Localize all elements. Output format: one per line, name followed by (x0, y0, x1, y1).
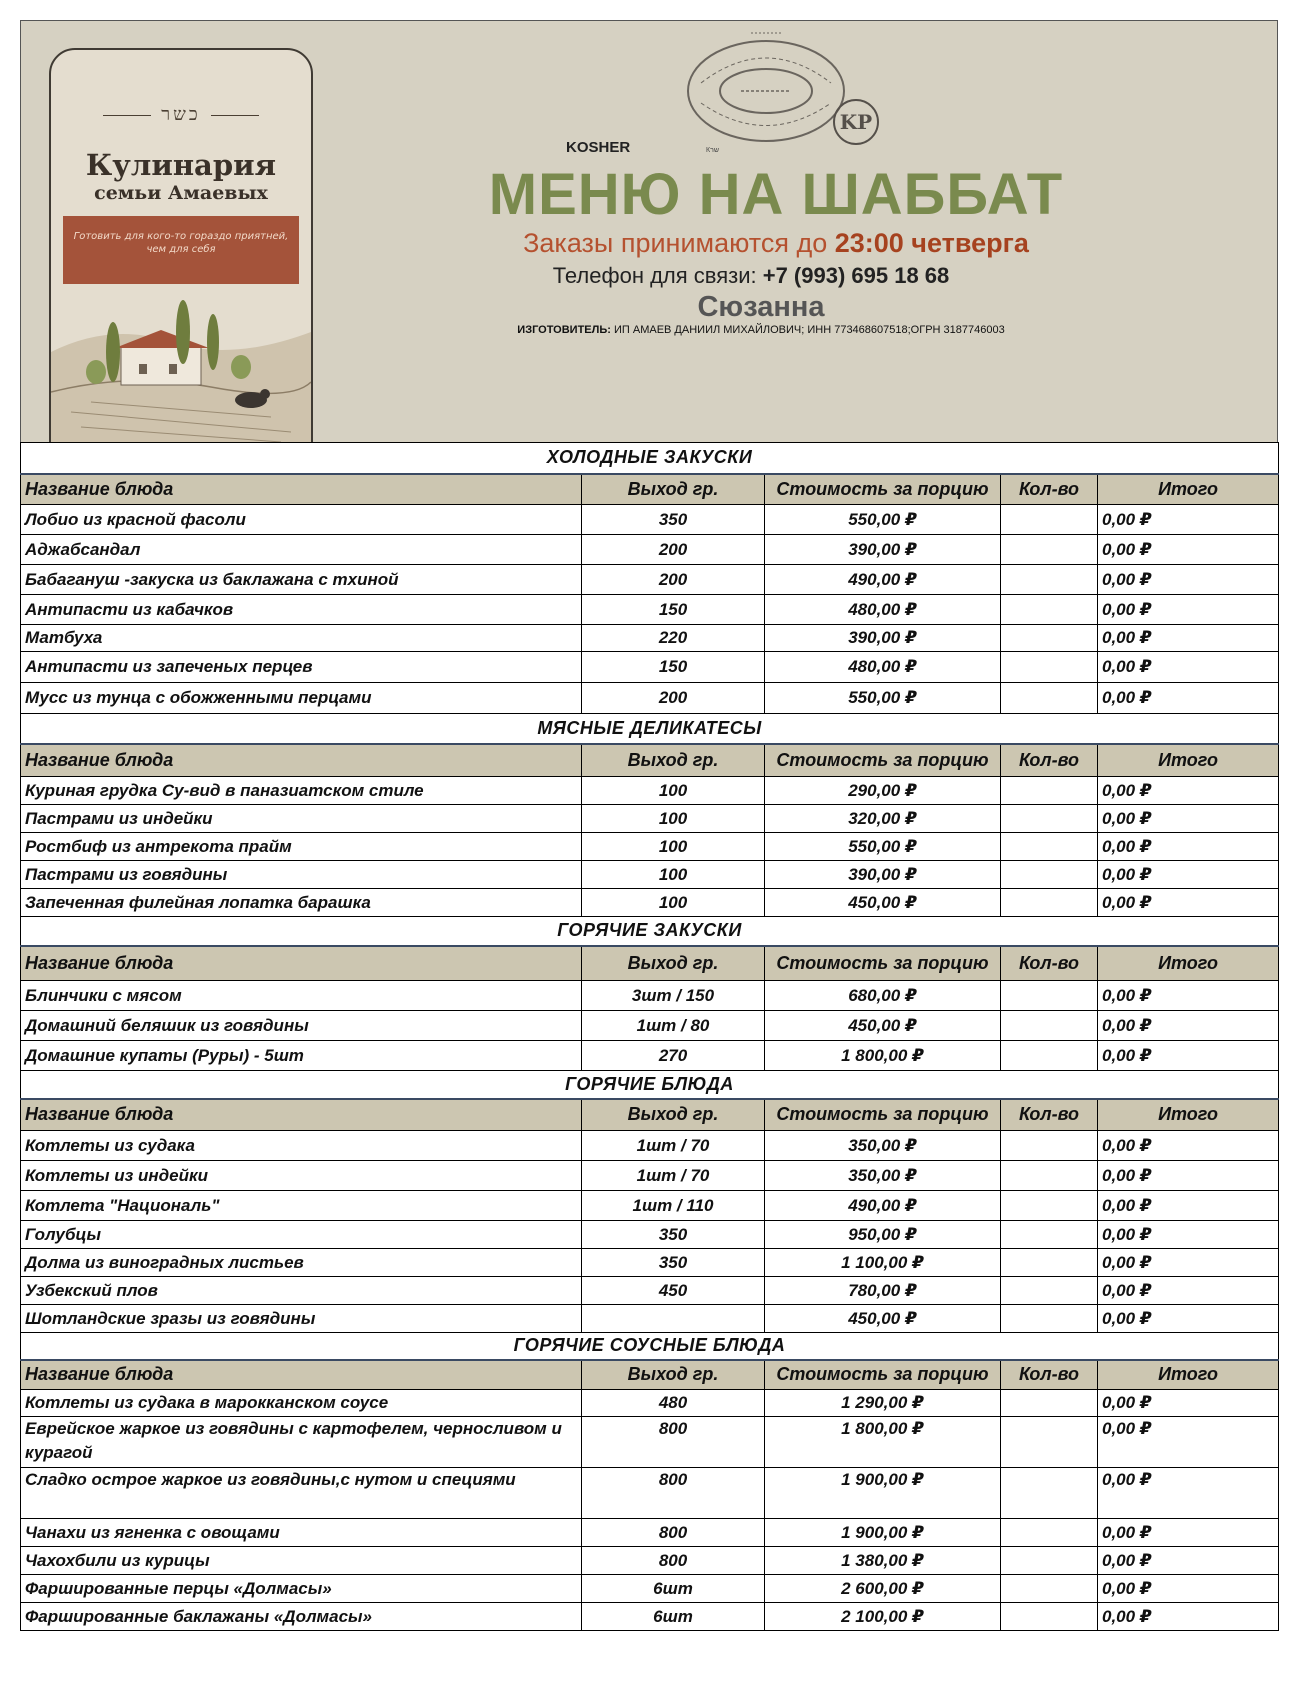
dish-yield: 100 (582, 833, 765, 861)
table-row (21, 805, 1279, 833)
contact-name: Сюзанна (697, 291, 825, 323)
qty-cell[interactable] (1001, 565, 1098, 595)
dish-yield: 150 (582, 652, 765, 683)
section-title-row (21, 443, 1279, 474)
dish-total: 0,00 ₽ (1098, 1041, 1279, 1071)
table-row (21, 683, 1279, 714)
col-name: Название блюда (21, 744, 582, 777)
dish-name: Узбекский плов (21, 1277, 582, 1305)
qty-cell[interactable] (1001, 1161, 1098, 1191)
dish-name: Куриная грудка Су-вид в паназиатском стиле (21, 777, 582, 805)
table-row (21, 1277, 1279, 1305)
dish-price: 490,00 ₽ (765, 565, 1001, 595)
section-title: ХОЛОДНЫЕ ЗАКУСКИ (21, 443, 1279, 474)
table-row (21, 652, 1279, 683)
col-price: Стоимость за порцию (765, 1360, 1001, 1390)
orders-deadline (411, 228, 1141, 259)
dish-total: 0,00 ₽ (1098, 981, 1279, 1011)
dish-total: 0,00 ₽ (1098, 861, 1279, 889)
section-title: МЯСНЫЕ ДЕЛИКАТЕСЫ (21, 714, 1279, 744)
phone-label: Телефон для связи: (552, 263, 763, 288)
dish-yield: 200 (582, 565, 765, 595)
dish-yield: 480 (582, 1390, 765, 1417)
dish-total: 0,00 ₽ (1098, 683, 1279, 714)
table-row (21, 505, 1279, 535)
dish-name: Сладко острое жаркое из говядины,с нутом и специями (21, 1468, 582, 1519)
maker-label: ИЗГОТОВИТЕЛЬ: (517, 324, 611, 336)
dish-price: 320,00 ₽ (765, 805, 1001, 833)
dish-name: Еврейское жаркое из говядины с картофелем, черносливом и курагой (21, 1417, 582, 1468)
dish-price: 450,00 ₽ (765, 1305, 1001, 1333)
section-title-row (21, 917, 1279, 946)
table-row (21, 833, 1279, 861)
dish-name: Аджабсандал (21, 535, 582, 565)
col-yield: Выход гр. (582, 744, 765, 777)
table-row (21, 1547, 1279, 1575)
qty-cell[interactable] (1001, 625, 1098, 652)
table-row (21, 1305, 1279, 1333)
qty-cell[interactable] (1001, 1191, 1098, 1221)
column-header-row (21, 946, 1279, 981)
col-total: Итого (1098, 1360, 1279, 1390)
dish-name: Лобио из красной фасоли (21, 505, 582, 535)
dish-price: 1 290,00 ₽ (765, 1390, 1001, 1417)
dish-price: 1 380,00 ₽ (765, 1547, 1001, 1575)
dish-price: 390,00 ₽ (765, 625, 1001, 652)
column-header-row (21, 474, 1279, 505)
table-row (21, 625, 1279, 652)
dish-total: 0,00 ₽ (1098, 1390, 1279, 1417)
dish-yield: 100 (582, 861, 765, 889)
col-qty: Кол-во (1001, 474, 1098, 505)
dish-total: 0,00 ₽ (1098, 1305, 1279, 1333)
qty-cell[interactable] (1001, 833, 1098, 861)
dish-name: Шотландские зразы из говядины (21, 1305, 582, 1333)
dish-name: Запеченная филейная лопатка барашка (21, 889, 582, 917)
dish-price: 550,00 ₽ (765, 833, 1001, 861)
qty-cell[interactable] (1001, 1041, 1098, 1071)
dish-yield: 800 (582, 1547, 765, 1575)
dish-total: 0,00 ₽ (1098, 1161, 1279, 1191)
menu-table (20, 442, 1279, 1631)
column-header-row (21, 1360, 1279, 1390)
dish-total: 0,00 ₽ (1098, 505, 1279, 535)
dish-total: 0,00 ₽ (1098, 777, 1279, 805)
table-row (21, 1519, 1279, 1547)
dish-yield: 3шт / 150 (582, 981, 765, 1011)
col-qty: Кол-во (1001, 744, 1098, 777)
dish-name: Ростбиф из антрекота прайм (21, 833, 582, 861)
dish-price: 2 600,00 ₽ (765, 1575, 1001, 1603)
dish-yield: 1шт / 70 (582, 1131, 765, 1161)
dish-total: 0,00 ₽ (1098, 652, 1279, 683)
table-row (21, 535, 1279, 565)
col-qty: Кол-во (1001, 1099, 1098, 1131)
dish-name: Блинчики с мясом (21, 981, 582, 1011)
col-yield: Выход гр. (582, 1099, 765, 1131)
table-row (21, 1221, 1279, 1249)
dish-price: 480,00 ₽ (765, 652, 1001, 683)
dish-price: 480,00 ₽ (765, 595, 1001, 625)
table-row (21, 1417, 1279, 1468)
qty-cell[interactable] (1001, 1249, 1098, 1277)
dish-name: Котлета "Националь" (21, 1191, 582, 1221)
col-name: Название блюда (21, 1099, 582, 1131)
qty-cell[interactable] (1001, 861, 1098, 889)
section-title-row (21, 714, 1279, 744)
col-yield: Выход гр. (582, 946, 765, 981)
qty-cell[interactable] (1001, 889, 1098, 917)
header-banner (20, 20, 1278, 444)
dish-name: Антипасти из кабачков (21, 595, 582, 625)
dish-name: Мусс из тунца с обожженными перцами (21, 683, 582, 714)
dish-total: 0,00 ₽ (1098, 1519, 1279, 1547)
dish-name: Бабагануш -закуска из баклажана с тхиной (21, 565, 582, 595)
dish-price: 950,00 ₽ (765, 1221, 1001, 1249)
dish-yield: 200 (582, 535, 765, 565)
dish-total: 0,00 ₽ (1098, 535, 1279, 565)
dish-name: Матбуха (21, 625, 582, 652)
qty-cell[interactable] (1001, 1131, 1098, 1161)
dish-price: 390,00 ₽ (765, 861, 1001, 889)
dish-name: Котлеты из судака в марокканском соусе (21, 1390, 582, 1417)
dish-price: 390,00 ₽ (765, 535, 1001, 565)
dish-yield (582, 1305, 765, 1333)
dish-name: Домашние купаты (Руры) - 5шт (21, 1041, 582, 1071)
logo-kosher-text: כשר (51, 104, 311, 125)
dish-yield: 100 (582, 777, 765, 805)
section-title-row (21, 1333, 1279, 1360)
dish-yield: 800 (582, 1417, 765, 1468)
maker-text: ИП АМАЕВ ДАНИИЛ МИХАЙЛОВИЧ; ИНН 773468607518;ОГРН 3187746003 (610, 324, 1005, 336)
dish-yield: 800 (582, 1468, 765, 1519)
section-title-row (21, 1071, 1279, 1099)
dish-price: 1 900,00 ₽ (765, 1468, 1001, 1519)
dish-total: 0,00 ₽ (1098, 625, 1279, 652)
dish-yield: 270 (582, 1041, 765, 1071)
qty-cell[interactable] (1001, 981, 1098, 1011)
dish-name: Домашний беляшик из говядины (21, 1011, 582, 1041)
logo-tagline: Готовить для кого-то гораздо приятней, чем для себя (73, 231, 289, 255)
section-title: ГОРЯЧИЕ ЗАКУСКИ (21, 917, 1279, 946)
qty-cell[interactable] (1001, 1519, 1098, 1547)
column-header-row (21, 744, 1279, 777)
qty-cell[interactable] (1001, 505, 1098, 535)
table-row (21, 1011, 1279, 1041)
dish-price: 490,00 ₽ (765, 1191, 1001, 1221)
dish-price: 1 800,00 ₽ (765, 1417, 1001, 1468)
kosher-label: KOSHER (566, 139, 631, 156)
table-row (21, 1575, 1279, 1603)
table-row (21, 981, 1279, 1011)
table-row (21, 565, 1279, 595)
col-name: Название блюда (21, 946, 582, 981)
landscape-illustration-icon (51, 282, 311, 452)
dish-total: 0,00 ₽ (1098, 1011, 1279, 1041)
dish-price: 450,00 ₽ (765, 889, 1001, 917)
dish-yield: 100 (582, 805, 765, 833)
phone-line (421, 263, 1081, 289)
dish-yield: 6шт (582, 1603, 765, 1631)
dish-total: 0,00 ₽ (1098, 1575, 1279, 1603)
dish-price: 780,00 ₽ (765, 1277, 1001, 1305)
dish-price: 1 100,00 ₽ (765, 1249, 1001, 1277)
col-price: Стоимость за порцию (765, 744, 1001, 777)
dish-price: 1 800,00 ₽ (765, 1041, 1001, 1071)
col-price: Стоимость за порцию (765, 946, 1001, 981)
dish-yield: 6шт (582, 1575, 765, 1603)
dish-total: 0,00 ₽ (1098, 565, 1279, 595)
col-total: Итого (1098, 946, 1279, 981)
brand-logo (49, 48, 313, 452)
dish-name: Чахохбили из курицы (21, 1547, 582, 1575)
menu-table-body (21, 443, 1279, 1631)
col-price: Стоимость за порцию (765, 1099, 1001, 1131)
col-yield: Выход гр. (582, 474, 765, 505)
col-price: Стоимость за порцию (765, 474, 1001, 505)
dish-name: Котлеты из судака (21, 1131, 582, 1161)
qty-cell[interactable] (1001, 1417, 1098, 1468)
dish-price: 550,00 ₽ (765, 505, 1001, 535)
logo-title: Кулинария (85, 148, 277, 182)
qty-cell[interactable] (1001, 1011, 1098, 1041)
orders-time: 23:00 четверга (834, 228, 1029, 258)
dish-price: 450,00 ₽ (765, 1011, 1001, 1041)
dish-price: 680,00 ₽ (765, 981, 1001, 1011)
dish-price: 290,00 ₽ (765, 777, 1001, 805)
table-row (21, 1249, 1279, 1277)
dish-price: 350,00 ₽ (765, 1131, 1001, 1161)
qty-cell[interactable] (1001, 1305, 1098, 1333)
dish-total: 0,00 ₽ (1098, 1417, 1279, 1468)
dish-total: 0,00 ₽ (1098, 1249, 1279, 1277)
dish-total: 0,00 ₽ (1098, 1547, 1279, 1575)
table-row (21, 777, 1279, 805)
table-row (21, 1191, 1279, 1221)
dish-name: Фаршированные баклажаны «Долмасы» (21, 1603, 582, 1631)
col-qty: Кол-во (1001, 946, 1098, 981)
orders-prefix: Заказы принимаются до (523, 228, 835, 258)
kashrut-seal-icon (681, 23, 851, 153)
dish-yield: 1шт / 70 (582, 1161, 765, 1191)
dish-total: 0,00 ₽ (1098, 1603, 1279, 1631)
logo-subtitle: семьи Амаевых (94, 182, 268, 204)
col-name: Название блюда (21, 474, 582, 505)
column-header-row (21, 1099, 1279, 1131)
dish-yield: 150 (582, 595, 765, 625)
qty-cell[interactable] (1001, 1547, 1098, 1575)
col-total: Итого (1098, 474, 1279, 505)
dish-total: 0,00 ₽ (1098, 889, 1279, 917)
dish-total: 0,00 ₽ (1098, 595, 1279, 625)
dish-price: 550,00 ₽ (765, 683, 1001, 714)
table-row (21, 595, 1279, 625)
qty-cell[interactable] (1001, 1575, 1098, 1603)
qty-cell[interactable] (1001, 535, 1098, 565)
table-row (21, 889, 1279, 917)
qty-cell[interactable] (1001, 1468, 1098, 1519)
dish-name: Фаршированные перцы «Долмасы» (21, 1575, 582, 1603)
phone-number: +7 (993) 695 18 68 (762, 263, 950, 288)
dish-yield: 1шт / 110 (582, 1191, 765, 1221)
dish-name: Пастрами из говядины (21, 861, 582, 889)
dish-yield: 350 (582, 1221, 765, 1249)
dish-name: Голубцы (21, 1221, 582, 1249)
dish-name: Чанахи из ягненка с овощами (21, 1519, 582, 1547)
section-title: ГОРЯЧИЕ БЛЮДА (21, 1071, 1279, 1099)
dish-price: 2 100,00 ₽ (765, 1603, 1001, 1631)
dish-yield: 200 (582, 683, 765, 714)
qty-cell[interactable] (1001, 652, 1098, 683)
manufacturer-info (261, 324, 1261, 336)
col-name: Название блюда (21, 1360, 582, 1390)
table-row (21, 1390, 1279, 1417)
col-total: Итого (1098, 744, 1279, 777)
dish-yield: 350 (582, 505, 765, 535)
logo-ribbon (63, 216, 299, 284)
dish-total: 0,00 ₽ (1098, 1191, 1279, 1221)
dish-total: 0,00 ₽ (1098, 805, 1279, 833)
dish-name: Антипасти из запеченых перцев (21, 652, 582, 683)
dish-yield: 800 (582, 1519, 765, 1547)
qty-cell[interactable] (1001, 1277, 1098, 1305)
dish-name: Пастрами из индейки (21, 805, 582, 833)
qty-cell[interactable] (1001, 595, 1098, 625)
menu-title: МЕНЮ НА ШАББАТ (488, 162, 1064, 227)
dish-yield: 350 (582, 1249, 765, 1277)
qty-cell[interactable] (1001, 1390, 1098, 1417)
col-total: Итого (1098, 1099, 1279, 1131)
section-title: ГОРЯЧИЕ СОУСНЫЕ БЛЮДА (21, 1333, 1279, 1360)
table-row (21, 1468, 1279, 1519)
dish-price: 1 900,00 ₽ (765, 1519, 1001, 1547)
qty-cell[interactable] (1001, 683, 1098, 714)
dish-yield: 220 (582, 625, 765, 652)
table-row (21, 1041, 1279, 1071)
cert-small-text: Кשר (706, 147, 719, 154)
qty-cell[interactable] (1001, 777, 1098, 805)
dish-yield: 1шт / 80 (582, 1011, 765, 1041)
menu-page (20, 20, 1278, 1675)
table-row (21, 861, 1279, 889)
dish-total: 0,00 ₽ (1098, 1277, 1279, 1305)
qty-cell[interactable] (1001, 805, 1098, 833)
dish-yield: 100 (582, 889, 765, 917)
dish-price: 350,00 ₽ (765, 1161, 1001, 1191)
table-row (21, 1161, 1279, 1191)
kp-mark-icon: KP (833, 99, 879, 145)
col-qty: Кол-во (1001, 1360, 1098, 1390)
dish-total: 0,00 ₽ (1098, 1131, 1279, 1161)
qty-cell[interactable] (1001, 1603, 1098, 1631)
qty-cell[interactable] (1001, 1221, 1098, 1249)
table-row (21, 1131, 1279, 1161)
table-row (21, 1603, 1279, 1631)
dish-total: 0,00 ₽ (1098, 1468, 1279, 1519)
dish-total: 0,00 ₽ (1098, 1221, 1279, 1249)
dish-total: 0,00 ₽ (1098, 833, 1279, 861)
dish-name: Долма из виноградных листьев (21, 1249, 582, 1277)
dish-yield: 450 (582, 1277, 765, 1305)
dish-name: Котлеты из индейки (21, 1161, 582, 1191)
col-yield: Выход гр. (582, 1360, 765, 1390)
